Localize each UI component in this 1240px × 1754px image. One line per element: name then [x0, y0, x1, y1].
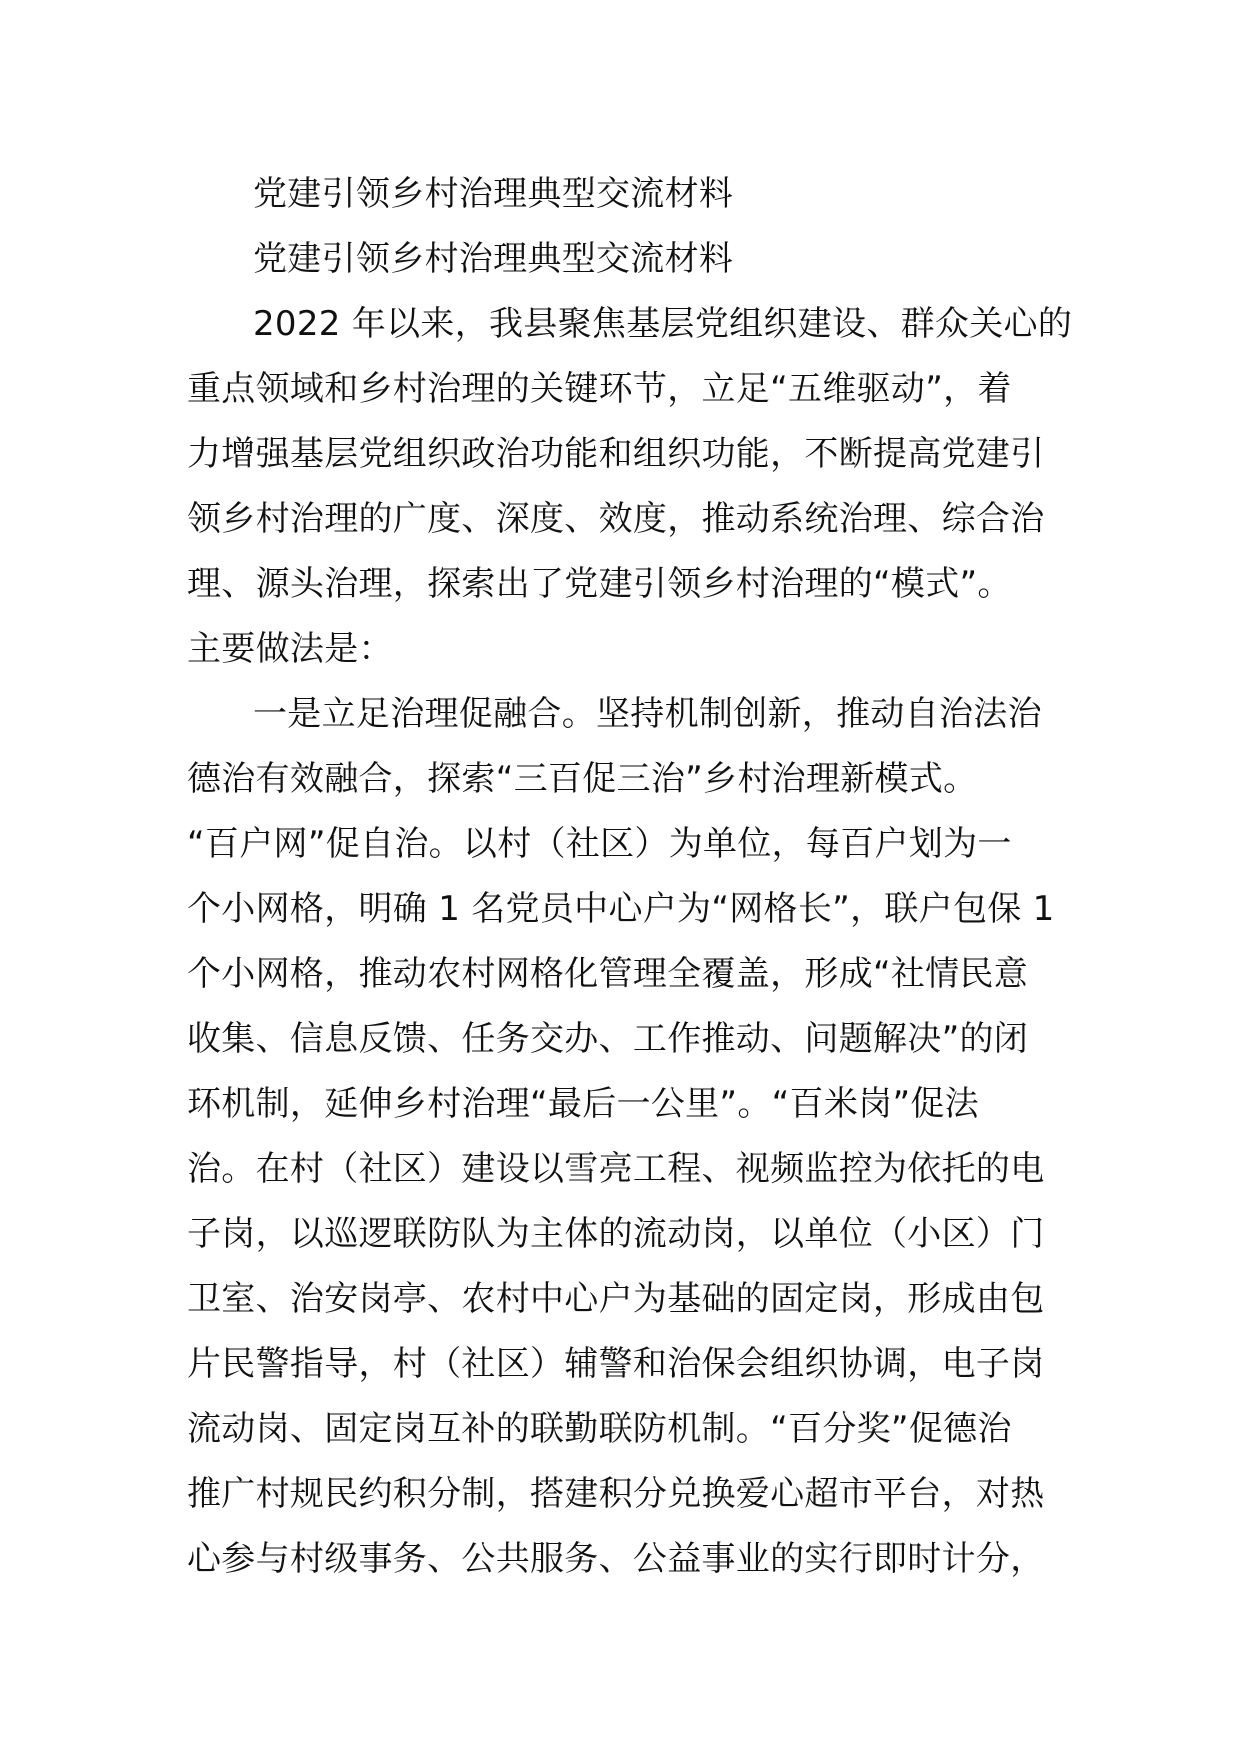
paragraph-line: 推广村规民约积分制，搭建积分兑换爱心超市平台，对热 — [187, 1474, 1045, 1514]
paragraph-line: 流动岗、固定岗互补的联勤联防机制。“百分奖”促德治 — [187, 1409, 1012, 1449]
paragraph-line: 个小网格，推动农村网格化管理全覆盖，形成“社情民意 — [187, 954, 1029, 994]
paragraph-line: 环机制，延伸乡村治理“最后一公里”。“百米岗”促法 — [187, 1084, 979, 1124]
paragraph-line: 个小网格，明确 1 名党员中心户为“网格长”，联户包保 1 — [187, 889, 1055, 929]
paragraph-line: 理、源头治理，探索出了党建引领乡村治理的“模式”。 — [187, 564, 1012, 604]
paragraph-line: 领乡村治理的广度、深度、效度，推动系统治理、综合治 — [187, 499, 1045, 539]
paragraph-line: 心参与村级事务、公共服务、公益事业的实行即时计分， — [187, 1539, 1045, 1579]
paragraph-line: 主要做法是： — [187, 629, 393, 669]
paragraph-line: 片民警指导，村（社区）辅警和治保会组织协调，电子岗 — [187, 1344, 1045, 1384]
paragraph-line: 收集、信息反馈、任务交办、工作推动、问题解决”的闭 — [187, 1019, 1029, 1059]
paragraph-line: “百户网”促自治。以村（社区）为单位，每百户划为一 — [187, 824, 1012, 864]
document-title-repeat: 党建引领乡村治理典型交流材料 — [253, 239, 734, 279]
paragraph-line: 德治有效融合，探索“三百促三治”乡村治理新模式。 — [187, 759, 978, 799]
paragraph-line: 治。在村（社区）建设以雪亮工程、视频监控为依托的电 — [187, 1149, 1045, 1189]
paragraph-line: 重点领域和乡村治理的关键环节，立足“五维驱动”，着 — [187, 369, 1012, 409]
paragraph-line: 卫室、治安岗亭、农村中心户为基础的固定岗，形成由包 — [187, 1279, 1045, 1319]
document-title: 党建引领乡村治理典型交流材料 — [253, 174, 734, 214]
paragraph-line: 力增强基层党组织政治功能和组织功能，不断提高党建引 — [187, 434, 1045, 474]
paragraph-line: 一是立足治理促融合。坚持机制创新，推动自治法治 — [253, 694, 1042, 734]
paragraph-line: 子岗，以巡逻联防队为主体的流动岗，以单位（小区）门 — [187, 1214, 1045, 1254]
paragraph-line: 2022 年以来，我县聚焦基层党组织建设、群众关心的 — [253, 304, 1073, 344]
